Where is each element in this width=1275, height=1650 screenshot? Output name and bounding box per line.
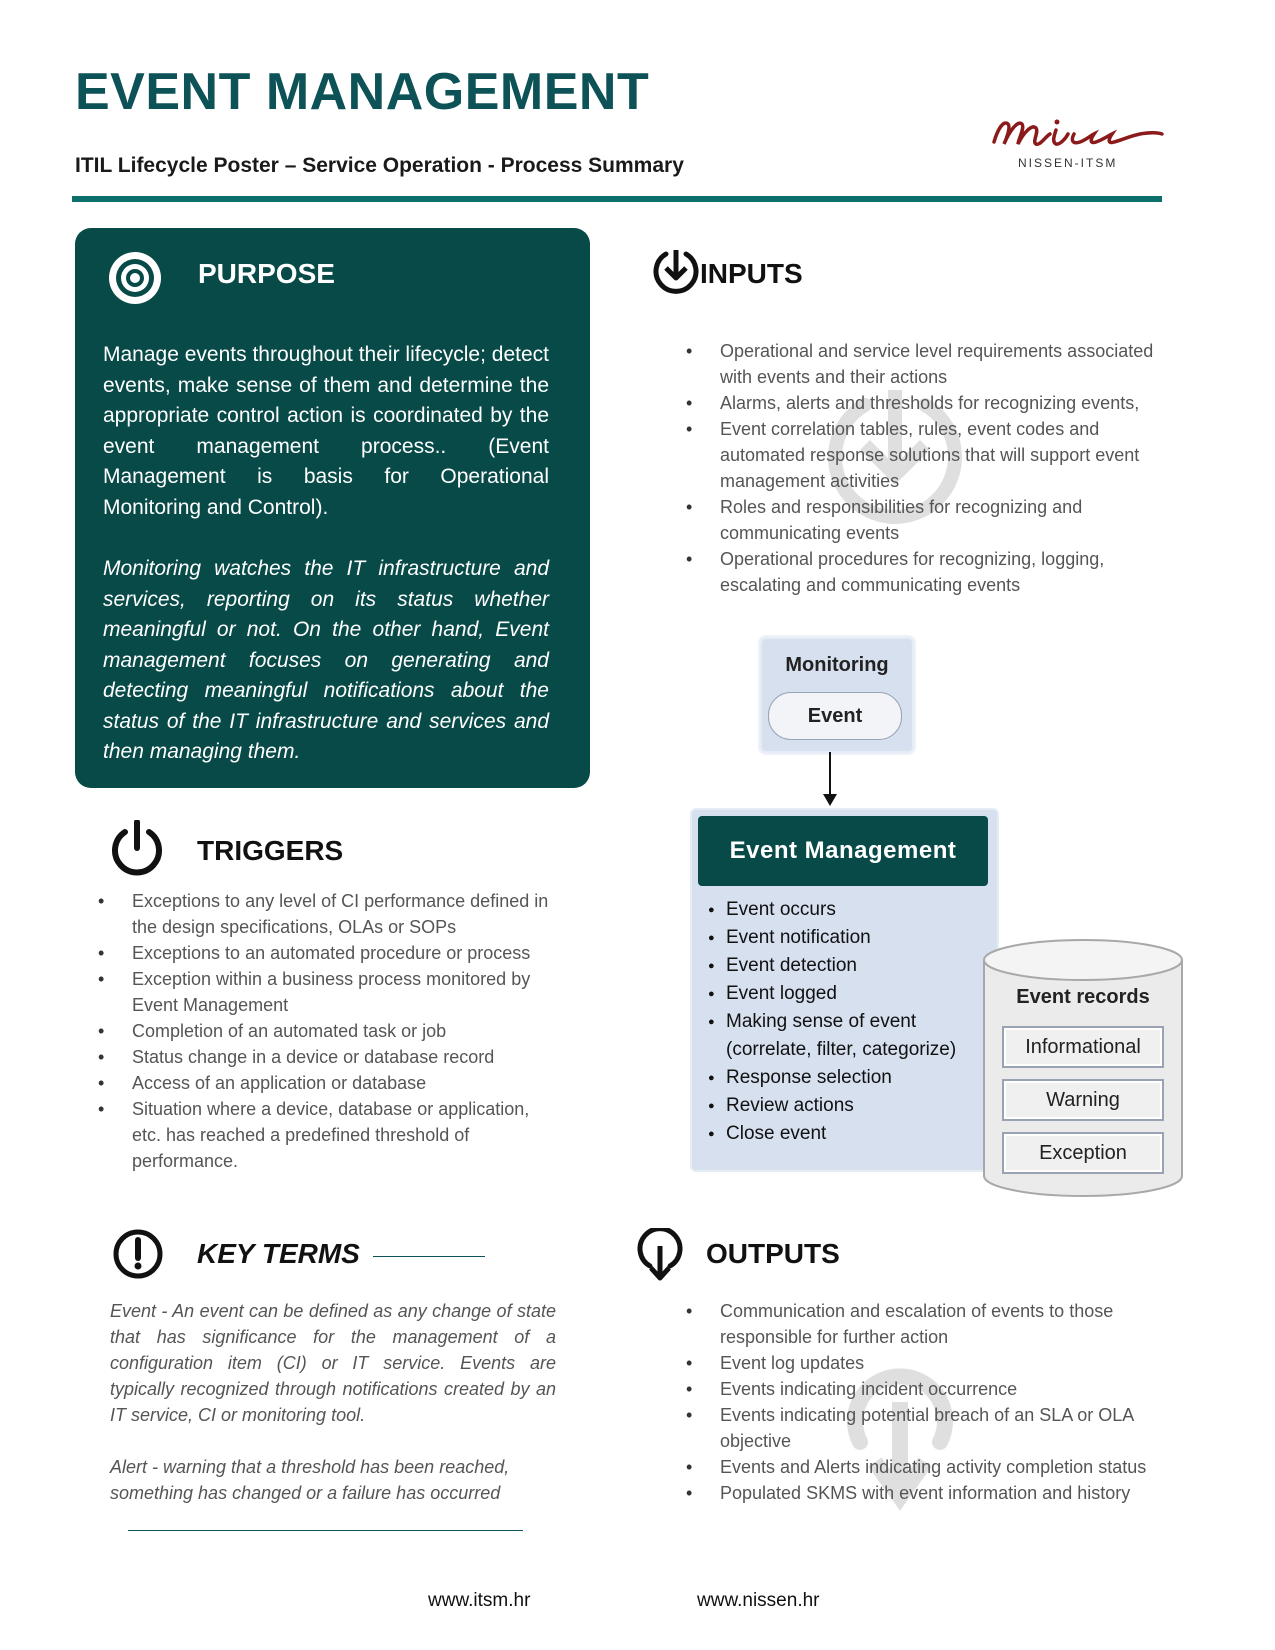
inputs-title: INPUTS [700,258,803,289]
event-step: ● Event logged [708,980,988,1008]
record-informational: Informational [1002,1026,1164,1068]
inputs-list [668,338,1168,598]
list-item: • Event correlation tables, rules, event codes and automated response solutions that will support event management activities [668,416,1168,494]
record-warning: Warning [1002,1079,1164,1121]
list-item: • Events indicating potential breach of an SLA or OLA objective [668,1402,1168,1454]
logo-text: NISSEN-ITSM [1018,156,1118,170]
list-item: • Operational and service level requirements associated with events and their actions [668,338,1168,390]
list-item: • Completion of an automated task or job [80,1018,550,1044]
flow-arrow-icon [820,752,840,808]
list-item: • Status change in a device or database record [80,1044,550,1070]
event-step: ● Response selection [708,1064,988,1092]
outputs-title: OUTPUTS [706,1238,840,1269]
exclamation-circle-icon [112,1228,164,1280]
page-title: EVENT MANAGEMENT [75,63,650,121]
triggers-title: TRIGGERS [197,835,344,866]
list-item: • Operational procedures for recognizing, logging, escalating and communicating events [668,546,1168,598]
key-term-event: Event - An event can be defined as any change of state that has significance for the management of a configuration item (CI) or IT service. Events are typically recognized through notifications created by an IT service, CI or monitoring tool. [110,1301,556,1425]
monitoring-label: Monitoring [785,654,889,676]
event-records-label: Event records [1016,986,1150,1008]
download-circle-icon [652,246,700,294]
header-divider [72,196,1162,202]
list-item: • Events indicating incident occurrence [668,1376,1168,1402]
list-item: • Roles and responsibilities for recognizing and communicating events [668,494,1168,546]
footer-link-itsm[interactable]: www.itsm.hr [428,1590,531,1611]
outputs-list [668,1298,1168,1506]
key-terms-title: KEY TERMS [197,1238,360,1269]
purpose-text: Manage events throughout their lifecycle; detect events, make sense of them and determine the appropriate control action is coordinated by the event management process.. (Event Management is basis for Operational Monitoring and Control). [103,343,549,519]
list-item: • Communication and escalation of events to those responsible for further action [668,1298,1168,1350]
list-item: • Populated SKMS with event information and history [668,1480,1168,1506]
target-icon [107,250,163,306]
purpose-title: PURPOSE [198,258,335,289]
event-step: ● Event occurs [708,896,988,924]
event-management-title: Event Management [698,816,988,886]
footer-link-nissen[interactable]: www.nissen.hr [697,1590,820,1611]
list-item: • Exceptions to an automated procedure or process [80,940,550,966]
event-step: ● Close event [708,1120,988,1148]
list-item: • Event log updates [668,1350,1168,1376]
key-term-alert: Alert - warning that a threshold has been reached, something has changed or a failure has occurred [110,1457,510,1503]
power-icon [110,820,164,876]
event-step: ● Event detection [708,952,988,980]
list-item: • Alarms, alerts and thresholds for recognizing events, [668,390,1168,416]
event-step: ● Making sense of event (correlate, filter, categorize) [708,1008,988,1064]
list-item: • Exceptions to any level of CI performance defined in the design specifications, OLAs or SOPs [80,888,550,940]
key-terms-bottom-rule [128,1530,523,1531]
purpose-note: Monitoring watches the IT infrastructure and services, reporting on its status whether meaningful or not. On the other hand, Event management focuses on generating and detecting meaningful notifications about the status of the IT infrastructure and services and then managing them. [103,557,549,763]
triggers-list [80,888,550,1174]
purpose-panel [75,228,590,788]
page-subtitle: ITIL Lifecycle Poster – Service Operation - Process Summary [75,154,684,177]
key-terms-rule [373,1256,485,1257]
event-step: ● Event notification [708,924,988,952]
event-steps-list [708,896,988,1148]
record-exception: Exception [1002,1132,1164,1174]
event-pill: Event [768,692,902,740]
list-item: • Events and Alerts indicating activity completion status [668,1454,1168,1480]
event-step: ● Review actions [708,1092,988,1120]
arrow-down-circle-icon [636,1228,684,1282]
list-item: • Access of an application or database [80,1070,550,1096]
list-item: • Situation where a device, database or application, etc. has reached a predefined threshold of performance. [80,1096,550,1174]
list-item: • Exception within a business process monitored by Event Management [80,966,550,1018]
